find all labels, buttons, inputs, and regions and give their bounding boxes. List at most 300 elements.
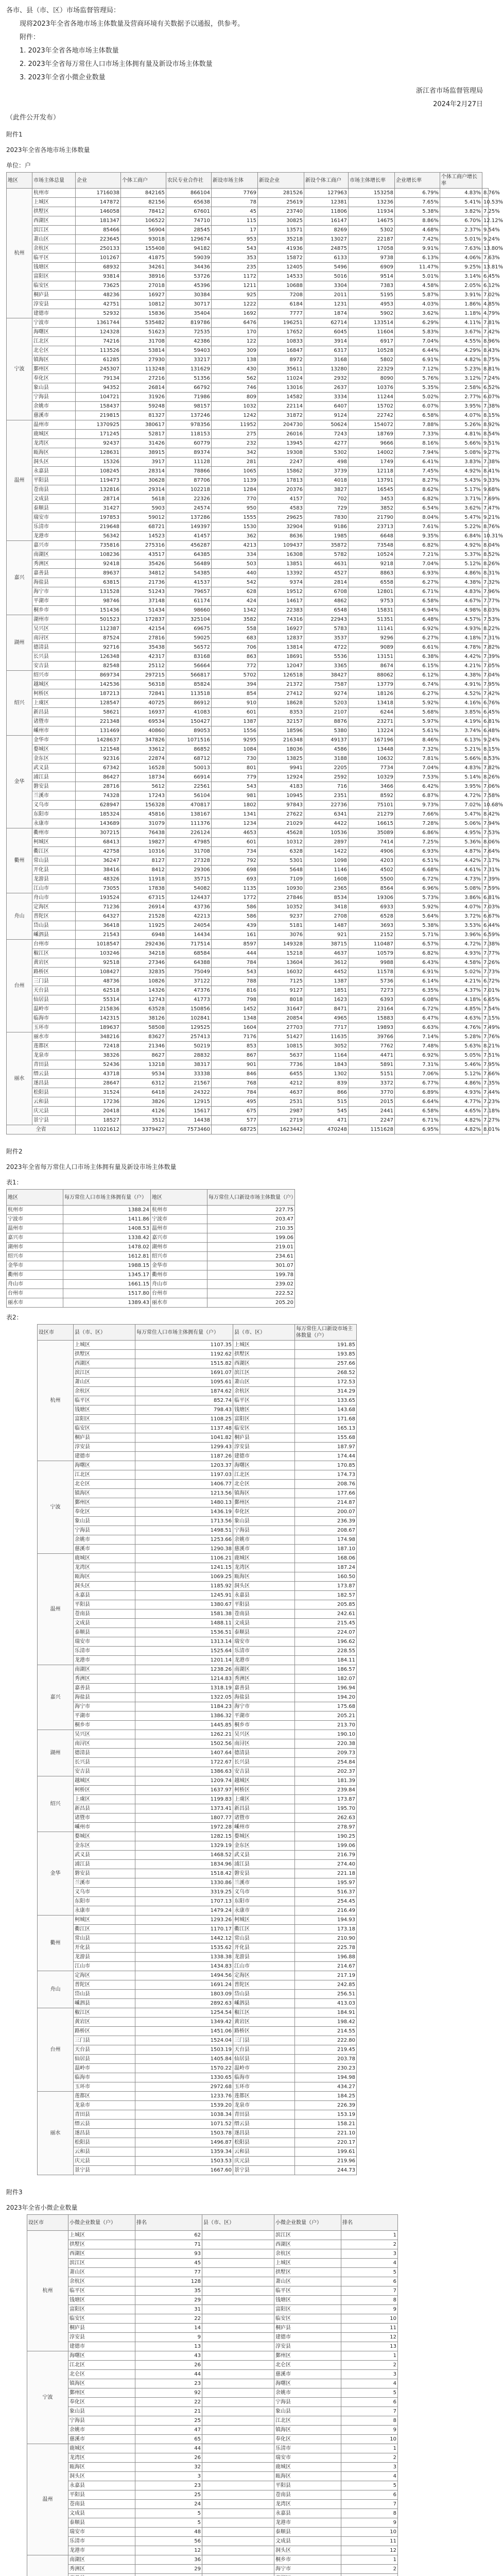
table-cell: 92437 <box>76 439 121 448</box>
table-cell: 24875 <box>304 244 349 253</box>
table-cell: 4.95% <box>440 828 482 838</box>
city-cell: 杭州 <box>27 2231 68 2351</box>
table-cell: 杭州市 <box>7 1206 63 1215</box>
table-cell: 784 <box>212 1088 258 1097</box>
table-row <box>38 1851 357 1860</box>
column-header: 每万常住人口市场主体拥有量（户） <box>63 1190 151 1206</box>
table-cell: 29314 <box>121 485 166 495</box>
table-cell: 72418 <box>76 1042 121 1051</box>
table-cell: 628947 <box>76 801 121 810</box>
table-cell: 1502.56 <box>135 1739 233 1749</box>
table-row <box>7 624 489 634</box>
table-cell: 1487 <box>304 921 349 930</box>
table-cell: 10833 <box>258 337 304 346</box>
table-row <box>7 995 489 1005</box>
table-cell: 4.06% <box>440 253 482 263</box>
table-cell: 4.91% <box>440 680 482 689</box>
table-cell: 5.22% <box>440 522 482 532</box>
table-cell: 南浔区 <box>233 1739 295 1749</box>
table-row <box>27 2490 398 2500</box>
table-cell: 6393 <box>349 995 395 1005</box>
table-cell: 1.18% <box>440 309 482 318</box>
table-cell: 3.83% <box>440 457 482 467</box>
table-cell: 81327 <box>121 411 166 420</box>
table-cell: 10.31% <box>482 532 489 541</box>
table-cell: 1282.15 <box>135 1832 233 1841</box>
table-cell: 临平区 <box>233 1396 295 1405</box>
table-cell: 1713.56 <box>135 1517 233 1526</box>
table-row <box>7 597 489 606</box>
table-cell: 5.17% <box>440 485 482 495</box>
table-cell: 江山市 <box>233 1962 295 1971</box>
table-cell: 32 <box>135 2463 202 2472</box>
table-cell: 196251 <box>258 318 304 328</box>
table-cell: 4.21% <box>440 977 482 986</box>
table-cell: 6.58% <box>395 597 440 606</box>
table-cell: 30825 <box>258 216 304 226</box>
table-cell: 772 <box>212 662 258 671</box>
table-cell: 6.91% <box>395 355 440 365</box>
table-row <box>38 1990 357 1999</box>
table-cell: 6341 <box>304 810 349 819</box>
table-cell: 58621 <box>76 708 121 717</box>
table-cell: 38326 <box>76 1051 121 1060</box>
table-cell: 6418 <box>121 1088 166 1097</box>
table-cell: 8.62% <box>395 485 440 495</box>
table-cell: 6909 <box>349 263 395 272</box>
table-cell: 34436 <box>166 263 212 272</box>
table-cell: 4.72% <box>440 940 482 949</box>
table-cell: 上虞区 <box>233 1795 295 1804</box>
city-cell: 温州 <box>38 1554 74 1665</box>
table-cell: 19512 <box>258 587 304 597</box>
table-cell: 274.40 <box>295 1860 357 1869</box>
table-cell: 921 <box>304 930 349 940</box>
table-cell: 鄞州区 <box>274 2351 341 2361</box>
table-cell: 开化县 <box>233 1943 295 1953</box>
table-cell: 6.27% <box>395 578 440 587</box>
table-cell: 4 <box>341 2259 398 2268</box>
table-cell: 516.37 <box>295 1888 357 1897</box>
table-cell: 1071.52 <box>135 2120 233 2129</box>
table-row <box>38 1545 357 1554</box>
table-cell: 42758 <box>76 847 121 856</box>
table-cell: 3.14% <box>440 272 482 281</box>
table-cell: 6.79% <box>395 189 440 198</box>
table-cell: 7.82% <box>482 764 489 773</box>
table-cell: 38416 <box>76 866 121 875</box>
table-cell: 8 <box>341 2296 398 2305</box>
table-cell: 温州市 <box>151 1224 207 1233</box>
table-cell: 4953 <box>349 300 395 309</box>
table-cell: 235 <box>212 263 258 272</box>
table-cell: 7.77% <box>482 597 489 606</box>
table-cell: 1349.42 <box>135 2018 233 2027</box>
column-header: 新设个体工商户 <box>304 173 349 189</box>
table-cell: 562 <box>212 374 258 383</box>
table-cell: 16927 <box>121 291 166 300</box>
table-cell <box>202 2277 274 2286</box>
table-row <box>38 1916 357 1925</box>
table-cell: 北仑区 <box>32 346 76 355</box>
table-cell: 西湖区 <box>274 2240 341 2249</box>
table-cell: 6.86% <box>395 828 440 838</box>
table-cell: 2365 <box>304 884 349 893</box>
table-cell: 4.72% <box>440 791 482 801</box>
table-cell: 拱墅区 <box>68 2240 135 2249</box>
table-cell: 平湖市 <box>233 1711 295 1721</box>
table-cell: 江北区 <box>274 2416 341 2426</box>
table-cell: 2719 <box>258 1116 304 1125</box>
table-cell: 14617 <box>258 597 304 606</box>
table-cell: 1802 <box>212 801 258 810</box>
table-row <box>38 2101 357 2110</box>
table-cell: 222.52 <box>207 1289 295 1298</box>
table-cell: 文成县 <box>32 495 76 504</box>
city-cell: 丽水 <box>7 1032 32 1125</box>
table-cell: 1434.83 <box>135 1962 233 1971</box>
table-cell: 79657 <box>166 587 212 597</box>
table-cell: 41936 <box>258 244 304 253</box>
table-cell: 镇海区 <box>233 1489 295 1498</box>
table-cell: 28832 <box>166 1051 212 1060</box>
table-cell: 45628 <box>258 828 304 838</box>
table-row <box>7 893 489 903</box>
table-cell: 6.44% <box>482 921 489 930</box>
table-cell: 13791 <box>349 476 395 485</box>
table-row <box>7 1215 295 1224</box>
table-cell: 5637 <box>258 1051 304 1060</box>
table-cell: 13604 <box>258 958 304 968</box>
table-cell: 临安区 <box>233 1424 295 1433</box>
table-cell: 秀洲区 <box>68 2565 135 2574</box>
table-row <box>38 1665 357 1674</box>
table-cell: 7.65% <box>395 198 440 207</box>
table-cell: 768 <box>212 1079 258 1088</box>
table-row <box>7 495 489 504</box>
table-cell: 乐清市 <box>74 1647 135 1656</box>
table-cell: 3827 <box>304 485 349 495</box>
table-cell: 安吉县 <box>233 1767 295 1776</box>
table-row <box>38 1786 357 1795</box>
table-row <box>7 1116 489 1125</box>
table-cell: 7.03% <box>482 903 489 912</box>
table-cell: 181347 <box>76 216 121 226</box>
table-cell: 4.78% <box>440 643 482 652</box>
table-row <box>7 1233 295 1243</box>
table-cell: 桐乡市 <box>274 2555 341 2565</box>
table-cell: 6455 <box>258 1070 304 1079</box>
table-cell: 19308 <box>258 448 304 457</box>
table-cell: 海宁市 <box>32 587 76 597</box>
table-row <box>27 2268 398 2277</box>
table-cell: 9274 <box>304 689 349 699</box>
table-cell: 遂昌县 <box>233 2129 295 2138</box>
table-cell: 9514 <box>349 272 395 281</box>
city-cell: 温州 <box>7 420 32 541</box>
table-cell: 1184.23 <box>135 1702 233 1711</box>
table-cell: 866 <box>304 1088 349 1097</box>
table-cell: 717514 <box>166 940 212 949</box>
table-cell: 1199.83 <box>135 1795 233 1804</box>
table-cell: 5.36% <box>440 838 482 847</box>
table-cell: 3.96% <box>440 930 482 940</box>
table-cell: 1041.82 <box>135 1433 233 1443</box>
table-cell: 1442.12 <box>135 1934 233 1943</box>
column-header: 新设企业 <box>258 173 304 189</box>
table-cell: 16545 <box>349 485 395 495</box>
table-cell: 建德市 <box>68 2342 135 2351</box>
table-cell: 779 <box>212 773 258 782</box>
table-cell: 嘉兴市 <box>7 1233 63 1243</box>
table-cell <box>202 2444 274 2453</box>
table-cell: 7.76% <box>482 1032 489 1042</box>
table-cell: 23164 <box>349 1005 395 1014</box>
table-cell: 471 <box>304 1116 349 1125</box>
table-cell: 8018 <box>258 995 304 1005</box>
table-cell: 38915 <box>121 448 166 457</box>
table-row <box>7 1206 295 1215</box>
table-row <box>38 1480 357 1489</box>
table-cell: 124328 <box>76 328 121 337</box>
table-cell: 146058 <box>76 207 121 216</box>
table-cell: 216.79 <box>295 1851 357 1860</box>
table-cell: 165.13 <box>295 1424 357 1433</box>
table-cell: 8.15% <box>482 411 489 420</box>
table-cell: 衢江区 <box>32 847 76 856</box>
table-row <box>7 986 489 995</box>
table-cell: 宁海县 <box>274 2398 341 2407</box>
column-header: 地区 <box>151 1190 207 1206</box>
city-cell <box>27 2555 68 2576</box>
table-cell: 173.18 <box>295 1925 357 1934</box>
table-row <box>7 560 489 569</box>
table-cell: 7.81% <box>482 318 489 328</box>
column-header: 企业 <box>76 173 121 189</box>
table-cell: 6.57% <box>395 940 440 949</box>
table-cell <box>202 2426 274 2435</box>
table-cell: 27622 <box>258 810 304 819</box>
table-cell: 平湖市 <box>32 597 76 606</box>
table-cell: 6.48% <box>482 726 489 736</box>
table-cell: 6948 <box>121 930 166 940</box>
table-cell: 13151 <box>349 652 395 662</box>
table-cell: 1330.65 <box>135 2073 233 2082</box>
table-row <box>38 1507 357 1517</box>
table-cell: 770 <box>212 495 258 504</box>
table-row <box>27 2546 398 2555</box>
table-cell: 7.02% <box>482 291 489 300</box>
table-cell: 1436.19 <box>135 1507 233 1517</box>
table-cell: 吴兴区 <box>32 624 76 634</box>
table-cell: 余姚市 <box>32 402 76 411</box>
table-cell: 松阳县 <box>32 1088 76 1097</box>
table-cell: 221.18 <box>295 1869 357 1878</box>
table-cell: 5500 <box>349 875 395 884</box>
table-cell: 41083 <box>166 708 212 717</box>
table-cell: 177.66 <box>295 1489 357 1498</box>
table-cell: 8863 <box>349 569 395 578</box>
table-row <box>38 2064 357 2073</box>
table-cell: 1.86% <box>440 300 482 309</box>
table-row <box>7 606 489 615</box>
table-cell: 9.25% <box>440 263 482 272</box>
table-cell: 镇海区 <box>32 355 76 365</box>
table-cell: 余姚市 <box>74 1535 135 1545</box>
table-cell: 55314 <box>76 995 121 1005</box>
table-cell: 6244 <box>349 708 395 717</box>
table-cell: 869734 <box>76 671 121 680</box>
table-cell: 桐庐县 <box>32 291 76 300</box>
city-cell: 湖州 <box>7 615 32 671</box>
table-cell: 1245.91 <box>135 1591 233 1600</box>
table-cell: 缙云县 <box>233 2120 295 2129</box>
table-cell: 12801 <box>349 587 395 597</box>
table-cell: 鹿城区 <box>68 2444 135 2453</box>
table-cell: 8.81% <box>482 365 489 374</box>
table-cell: 仙居县 <box>74 2055 135 2064</box>
table-cell: 江北区 <box>74 1470 135 1480</box>
table-cell: 254.45 <box>295 1897 357 1906</box>
table-cell: 208.76 <box>295 1480 357 1489</box>
table-cell: 1 <box>341 2231 398 2240</box>
table-cell: 43718 <box>76 1070 121 1079</box>
table-cell: 35404 <box>166 309 212 318</box>
table-cell: 2.37% <box>440 226 482 235</box>
table-cell: 194.93 <box>295 1916 357 1925</box>
table-cell: 4.86% <box>440 1079 482 1088</box>
table-cell: 52932 <box>76 309 121 318</box>
table-row <box>38 1776 357 1786</box>
table-cell: 35089 <box>349 828 395 838</box>
table-cell: 784 <box>212 958 258 968</box>
table-cell: 6 <box>341 2490 398 2500</box>
table-cell: 14434 <box>166 930 212 940</box>
table-cell: 334 <box>212 550 258 560</box>
table-cell: 10524 <box>349 550 395 560</box>
table-cell: 68721 <box>121 522 166 532</box>
table-cell: 910 <box>212 699 258 708</box>
table-cell: 苍南县 <box>68 2500 135 2509</box>
table-cell: 7.24% <box>482 374 489 383</box>
table-cell: 65 <box>135 2435 202 2444</box>
table-row <box>7 662 489 671</box>
table-cell: 6.45% <box>482 708 489 717</box>
table-cell: 21 <box>135 2407 202 2416</box>
per-capita-city-table <box>6 1189 295 1308</box>
table-cell: 5.83% <box>395 328 440 337</box>
table-cell: 富阳区 <box>233 1415 295 1424</box>
table-cell: 2247 <box>258 457 304 467</box>
table-cell: 4212 <box>258 1079 304 1088</box>
table-cell: 8.01% <box>482 1125 489 1134</box>
table-cell: 149397 <box>166 522 212 532</box>
table-cell: 5.12% <box>440 1070 482 1079</box>
table-cell: 515 <box>304 1097 349 1107</box>
table-cell: 6.77% <box>395 1079 440 1088</box>
table-cell: 海曙区 <box>274 2379 341 2388</box>
table-cell: 1451.06 <box>135 2027 233 2036</box>
table-cell: 16937 <box>121 708 166 717</box>
table-cell: 5203 <box>304 699 349 708</box>
table-cell: 6.29% <box>395 318 440 328</box>
attachment3-title: 2023年全省小微企业数量 <box>6 2204 78 2211</box>
table-cell: 6.35% <box>395 986 440 995</box>
column-header: 排名 <box>135 2215 202 2231</box>
table-cell: 18691 <box>258 652 304 662</box>
city-cell: 金华 <box>38 1832 74 1916</box>
table-cell: 象山县 <box>68 2407 135 2416</box>
table-cell: 8.26% <box>482 560 489 569</box>
table-cell: 25112 <box>121 662 166 671</box>
table-row <box>7 1070 489 1079</box>
table-cell: 苍南县 <box>274 2490 341 2500</box>
table-cell: 219648 <box>76 522 121 532</box>
table-cell: 342 <box>212 448 258 457</box>
table-cell: 1341 <box>212 810 258 819</box>
table-row <box>7 856 489 866</box>
table-row <box>7 485 489 495</box>
table-cell: 嘉善县 <box>74 1684 135 1693</box>
table-cell: 舟山市 <box>32 893 76 903</box>
table-cell: 8.26% <box>482 773 489 782</box>
table-cell: 47376 <box>166 986 212 995</box>
table-cell: 852.74 <box>135 1396 233 1405</box>
city-cell: 台州 <box>38 2008 74 2092</box>
table-cell: 17813 <box>258 476 304 485</box>
table-cell: 5.92% <box>395 699 440 708</box>
table-cell: 1406.77 <box>135 1480 233 1489</box>
table-row <box>7 383 489 393</box>
table-row <box>7 318 489 328</box>
table-cell: 4.83% <box>440 189 482 198</box>
city-cell: 绍兴 <box>38 1776 74 1832</box>
table-cell: 842165 <box>121 189 166 198</box>
table-cell: 9.54% <box>482 226 489 235</box>
table-cell: 7587 <box>304 680 349 689</box>
table-row <box>7 439 489 448</box>
table-cell: 6.82% <box>395 541 440 550</box>
table-cell: 6.42% <box>395 782 440 791</box>
table-row <box>7 532 489 541</box>
table-cell: 16032 <box>258 968 304 977</box>
table-cell: 2 <box>341 2453 398 2463</box>
table-cell: 4.18% <box>440 634 482 643</box>
table-cell: 衢江区 <box>74 1925 135 1934</box>
table-cell: 69675 <box>166 624 212 634</box>
table-cell: 1185.92 <box>135 1582 233 1591</box>
table-row <box>38 1823 357 1832</box>
table-cell: 6528 <box>349 912 395 921</box>
table-cell: 110487 <box>349 940 395 949</box>
table-cell: 遂昌县 <box>74 2129 135 2138</box>
table-cell: 6.82% <box>395 495 440 504</box>
table-cell: 1608 <box>304 875 349 884</box>
table-row <box>7 1289 295 1298</box>
table-cell: 12924 <box>258 773 304 782</box>
table-cell: 龙游县 <box>32 875 76 884</box>
table-row <box>27 2416 398 2426</box>
table-cell: 诸暨市 <box>32 717 76 726</box>
table-cell: 9988 <box>349 958 395 968</box>
table-cell: 28314 <box>121 467 166 476</box>
table-row <box>27 2500 398 2509</box>
table-cell: 云和县 <box>32 1097 76 1107</box>
table-cell: 10536 <box>304 828 349 838</box>
table-cell: 滨江区 <box>74 1368 135 1378</box>
table-cell: 128 <box>135 2277 202 2286</box>
table-cell: 7.58% <box>482 791 489 801</box>
